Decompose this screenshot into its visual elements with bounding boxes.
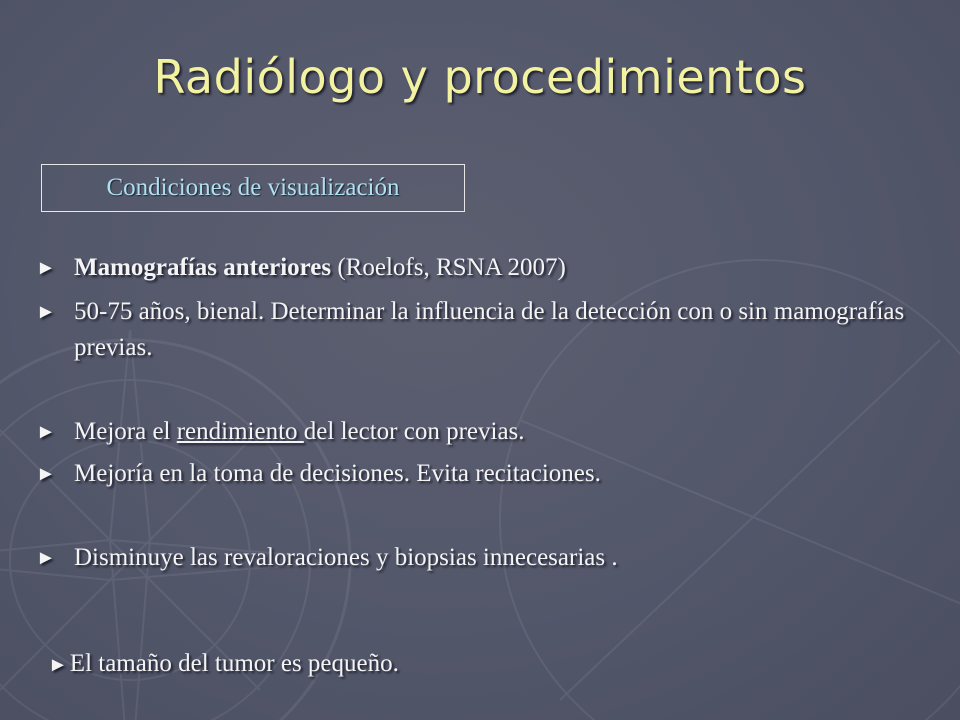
- bullet-item: [36, 294, 926, 366]
- bullet-arrow-icon: ►: [36, 421, 56, 443]
- bullet-item: [36, 456, 926, 492]
- bullet-bold-text: Mamografías anteriores: [74, 254, 332, 281]
- bullet-item: [48, 646, 399, 683]
- bullet-arrow-icon: ►: [48, 654, 68, 676]
- bullet-arrow-icon: ►: [36, 547, 56, 569]
- bullet-text: Disminuye las revaloraciones y biopsias innecesarias .: [74, 544, 618, 571]
- section-label-box: Condiciones de visualización: [41, 164, 465, 212]
- bullet-text: Mejora el: [74, 418, 177, 445]
- bullet-text: El tamaño del tumor es pequeño.: [69, 650, 399, 677]
- bullet-arrow-icon: ►: [36, 257, 56, 279]
- bullet-item: [36, 250, 926, 286]
- slide-title: Radiólogo y procedimientos: [153, 50, 807, 104]
- bullet-underlined-text: rendimiento: [176, 418, 304, 445]
- bullet-arrow-icon: ►: [36, 301, 56, 323]
- bullet-item: [36, 414, 926, 450]
- bullet-text: del lector con previas.: [303, 418, 525, 445]
- bullet-item: [36, 540, 926, 576]
- bullet-arrow-icon: ►: [36, 463, 56, 485]
- bullet-text: (Roelofs, RSNA 2007): [331, 254, 566, 281]
- bullet-text: 50-75 años, bienal. Determinar la influencia de la detección con o sin mamografías previas.: [74, 298, 905, 361]
- bullet-text: Mejoría en la toma de decisiones. Evita recitaciones.: [74, 460, 601, 487]
